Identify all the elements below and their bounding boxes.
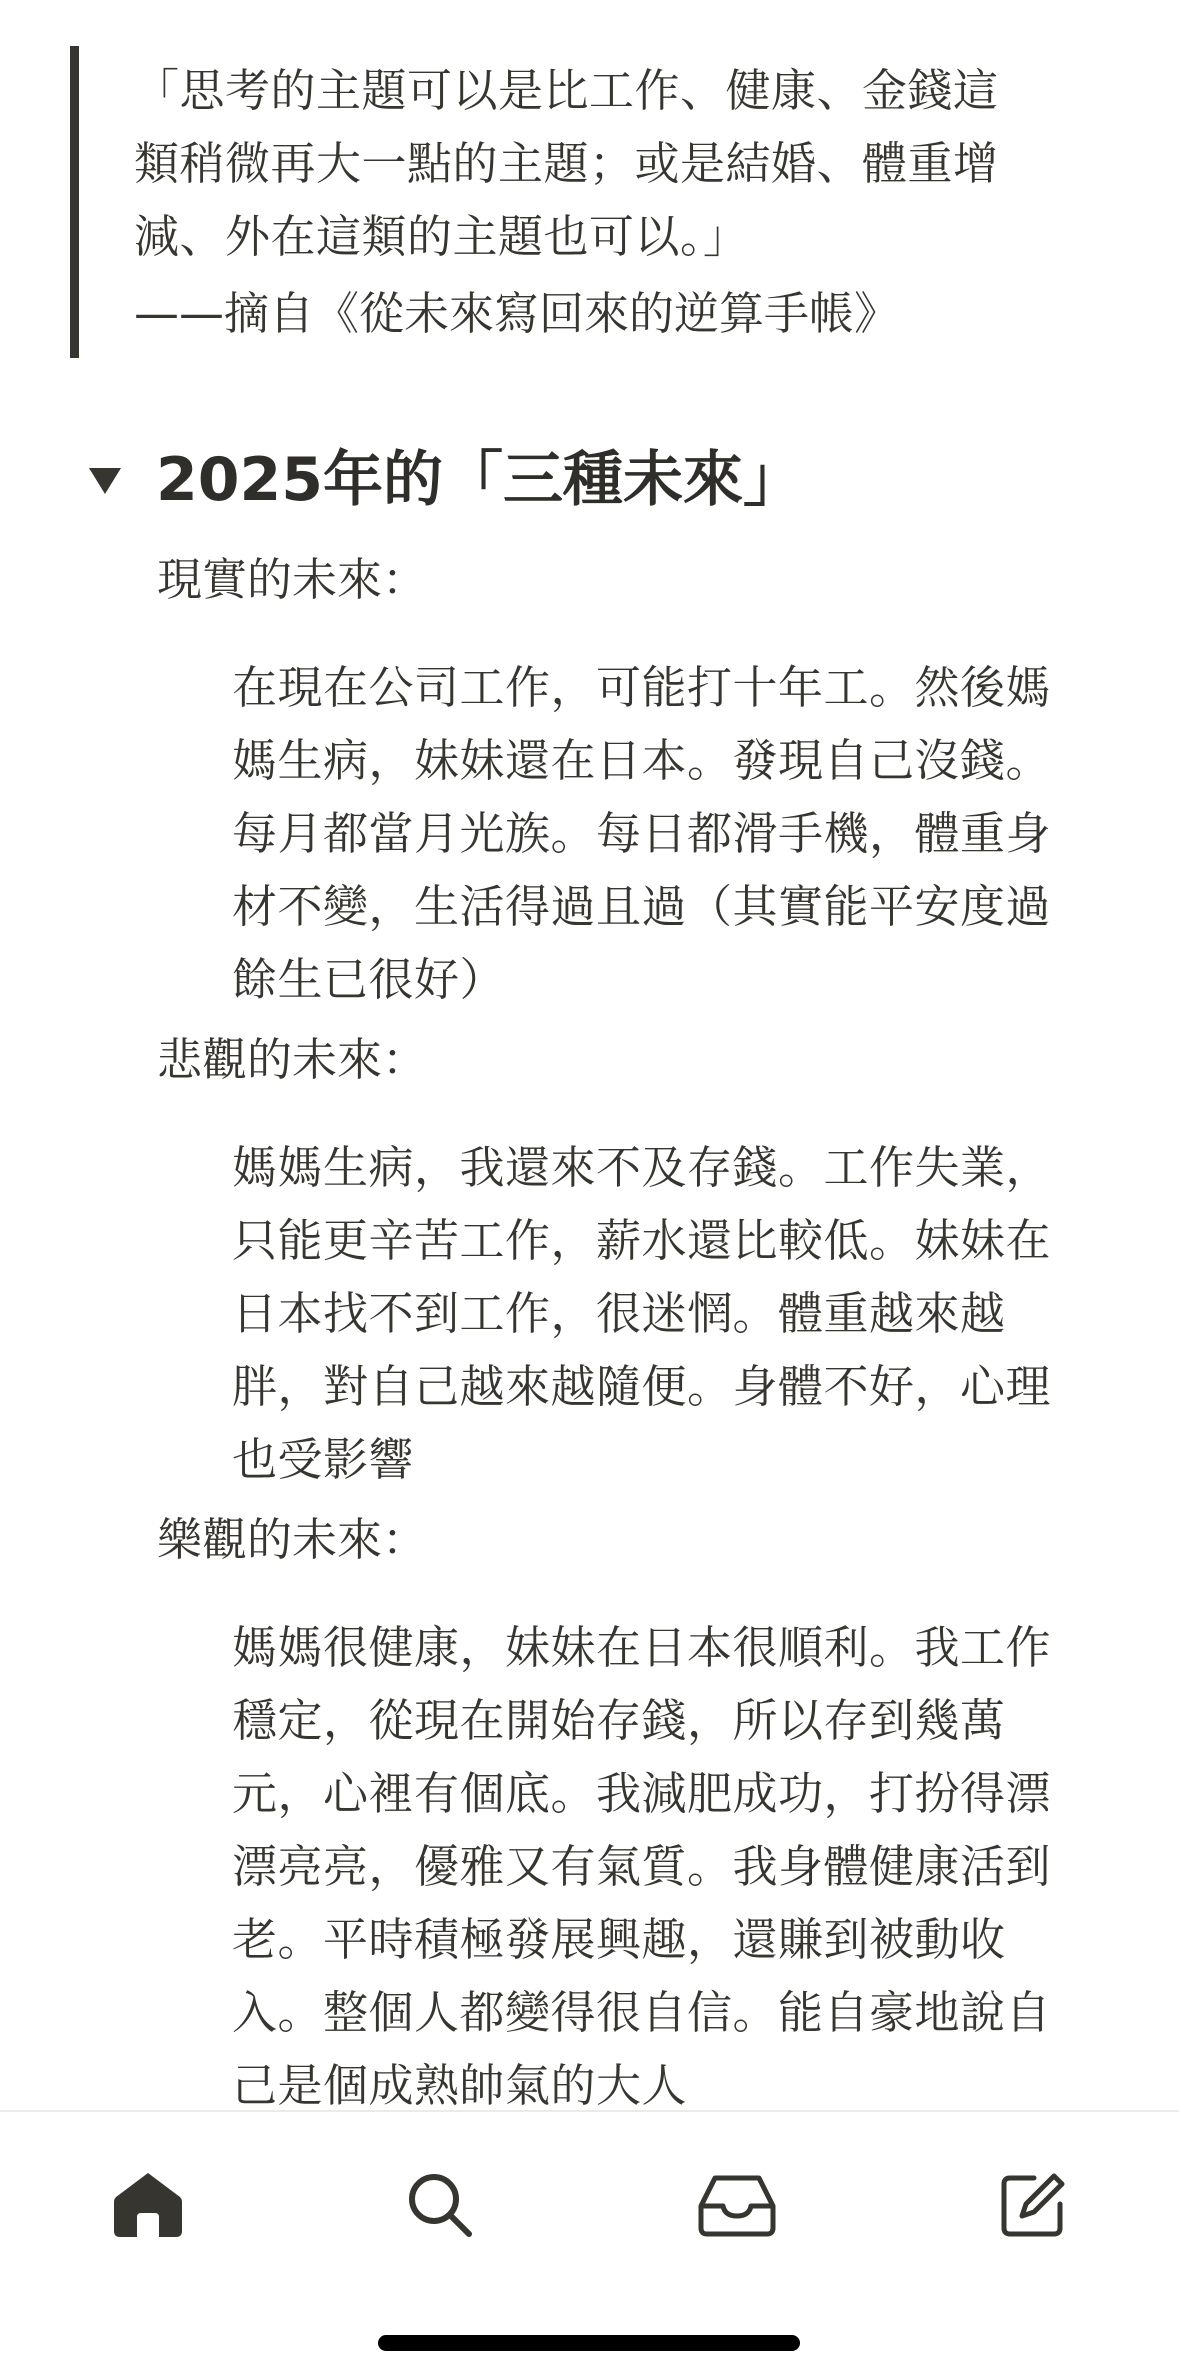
- toggle-title: 2025年的「三種未來」: [156, 445, 803, 515]
- home-indicator: [378, 2335, 800, 2351]
- quote-block: [70, 46, 1030, 358]
- section-label: 現實的未來：: [157, 553, 428, 606]
- inbox-icon: [697, 2172, 777, 2242]
- quote-source: ——摘自《從未來寫回來的逆算手帳》: [134, 287, 900, 340]
- search-icon: [405, 2170, 475, 2244]
- section-label: 樂觀的未來：: [157, 1513, 428, 1566]
- section-label: 悲觀的未來：: [157, 1033, 428, 1086]
- section-optimistic: [157, 1505, 1077, 2110]
- caret-down-icon[interactable]: [80, 455, 130, 505]
- tab-home[interactable]: [93, 2152, 203, 2262]
- section-text: 在現在公司工作，可能打十年工。然後媽媽生病，妹妹還在日本。發現自己沒錢。每月都當月光族。每日都滑手機，體重身材不變，生活得過且過（其實能平安度過餘生已很好）: [232, 661, 1052, 1006]
- section-text: 媽媽生病，我還來不及存錢。工作失業，只能更辛苦工作，薪水還比較低。妹妹在日本找不到工作，很迷惘。體重越來越胖，對自己越來越隨便。身體不好，心理也受影響: [232, 1141, 1052, 1486]
- toggle-heading[interactable]: [80, 440, 1130, 520]
- tab-compose[interactable]: [978, 2152, 1088, 2262]
- tab-inbox[interactable]: [682, 2152, 792, 2262]
- tab-search[interactable]: [385, 2152, 495, 2262]
- compose-icon: [998, 2170, 1068, 2244]
- section-realistic: [157, 545, 1077, 1016]
- section-pessimistic: [157, 1025, 1077, 1496]
- home-icon: [110, 2169, 186, 2245]
- section-text: 媽媽很健康，妹妹在日本很順利。我工作穩定，從現在開始存錢，所以存到幾萬元，心裡有個底。我減肥成功，打扮得漂漂亮亮，優雅又有氣質。我身體健康活到老。平時積極發展興趣，還賺到被動收入。整個人都變得很自信。能自豪地說自己是個成熟帥氣的大人: [232, 1621, 1052, 2110]
- quote-text: 「思考的主題可以是比工作、健康、金錢這類稍微再大一點的主題；或是結婚、體重增減、外在這類的主題也可以。」: [134, 64, 999, 263]
